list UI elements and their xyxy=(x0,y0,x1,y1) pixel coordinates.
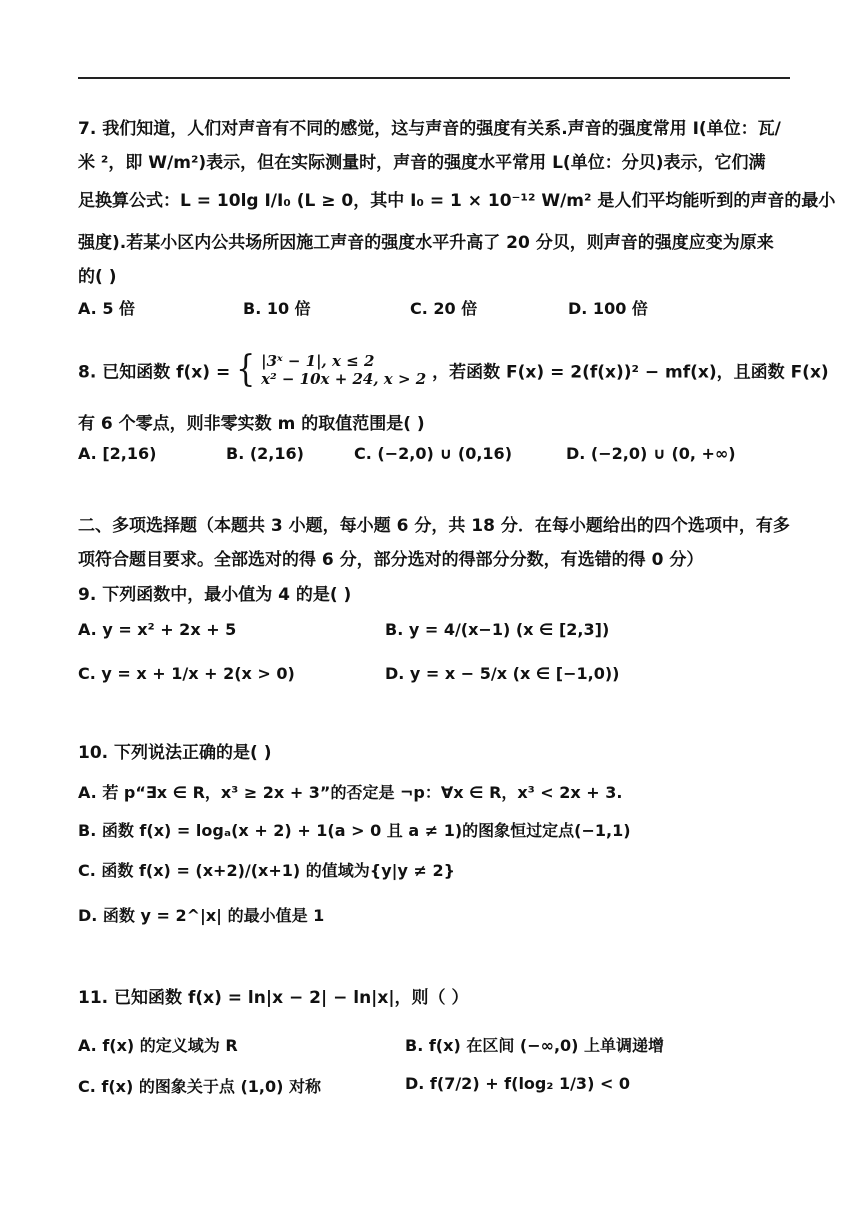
q7-option-b: B. 10 倍 xyxy=(243,299,311,318)
q7-text-1: 7. 我们知道，人们对声音有不同的感觉，这与声音的强度有关系.声音的强度常用 I(单位：瓦/ xyxy=(78,119,781,139)
q10-option-d: D. 函数 y = 2^|x| 的最小值是 1 xyxy=(78,906,325,925)
q10-option-a: A. 若 p“∃x ∈ R，x³ ≥ 2x + 3”的否定是 ¬p：∀x ∈ R，x³ < 2x + 3. xyxy=(78,783,623,802)
q8-case-1: |3ˣ − 1|, x ≤ 2 xyxy=(261,352,375,370)
q11-option-a: A. f(x) 的定义域为 R xyxy=(78,1036,238,1055)
q7-text-4: 强度).若某小区内公共场所因施工声音的强度水平升高了 20 分贝，则声音的强度应变为原来 xyxy=(78,233,774,253)
q7-text-5: 的( ) xyxy=(78,267,117,287)
q10-stem: 10. 下列说法正确的是( ) xyxy=(78,743,272,763)
q8-option-d: D. (−2,0) ∪ (0, +∞) xyxy=(566,444,736,463)
q7-line-3 xyxy=(78,186,835,211)
section-2-line-2: 项符合题目要求。全部选对的得 6 分，部分选对的得部分分数，有选错的得 0 分） xyxy=(78,550,704,570)
q9-option-c: C. y = x + 1/x + 2(x > 0) xyxy=(78,664,295,683)
q11-option-b: B. f(x) 在区间 (−∞,0) 上单调递增 xyxy=(405,1036,665,1055)
q7-text-3: 足换算公式：L = 10lg I/I₀ (L ≥ 0，其中 I₀ = 1 × 10⁻¹² W/m² 是人们平均能听到的声音的最小 xyxy=(78,191,836,211)
q9-option-b: B. y = 4/(x−1) (x ∈ [2,3]) xyxy=(385,620,610,639)
q8-piecewise xyxy=(261,352,426,388)
q8-text-2: 有 6 个零点，则非零实数 m 的取值范围是( ) xyxy=(78,414,425,434)
q9-stem: 9. 下列函数中，最小值为 4 的是( ) xyxy=(78,585,352,605)
q8-option-c: C. (−2,0) ∪ (0,16) xyxy=(354,444,512,463)
q7-text-2: 米 ²，即 W/m²)表示，但在实际测量时，声音的强度水平常用 L(单位：分贝)表示，它们满 xyxy=(78,153,766,173)
q8-tail: ，若函数 F(x) = 2(f(x))² − mf(x)，且函数 F(x) xyxy=(432,362,829,383)
q8-case-2: x² − 10x + 24, x > 2 xyxy=(261,370,427,388)
q8-option-b: B. (2,16) xyxy=(226,444,304,463)
q11-option-d: D. f(7/2) + f(log₂ 1/3) < 0 xyxy=(405,1074,631,1093)
q8-line-2 xyxy=(78,409,425,434)
q7-option-a: A. 5 倍 xyxy=(78,299,136,318)
q8-brace: { xyxy=(236,348,256,391)
q9-option-a: A. y = x² + 2x + 5 xyxy=(78,620,237,639)
q7-option-d: D. 100 倍 xyxy=(568,299,648,318)
q7-line-5 xyxy=(78,262,116,287)
section-2-line-1: 二、多项选择题（本题共 3 小题，每小题 6 分，共 18 分．在每小题给出的四个选项中，有多 xyxy=(78,516,790,536)
q11-option-c: C. f(x) 的图象关于点 (1,0) 对称 xyxy=(78,1077,321,1096)
q7-line-1 xyxy=(78,114,781,139)
q7-option-c: C. 20 倍 xyxy=(410,299,478,318)
q8-line-1 xyxy=(78,348,829,391)
q8-lead: 8. 已知函数 f(x) = xyxy=(78,362,231,383)
q9-option-d: D. y = x − 5/x (x ∈ [−1,0)) xyxy=(385,664,620,683)
top-rule xyxy=(78,77,790,79)
q8-option-a: A. [2,16) xyxy=(78,444,157,463)
q7-line-2 xyxy=(78,148,765,173)
q11-stem: 11. 已知函数 f(x) = ln|x − 2| − ln|x|，则（ ） xyxy=(78,988,469,1008)
q10-option-c: C. 函数 f(x) = (x+2)/(x+1) 的值域为{y|y ≠ 2} xyxy=(78,861,455,880)
q7-line-4 xyxy=(78,228,774,253)
q10-option-b: B. 函数 f(x) = logₐ(x + 2) + 1(a > 0 且 a ≠ 1)的图象恒过定点(−1,1) xyxy=(78,821,631,840)
